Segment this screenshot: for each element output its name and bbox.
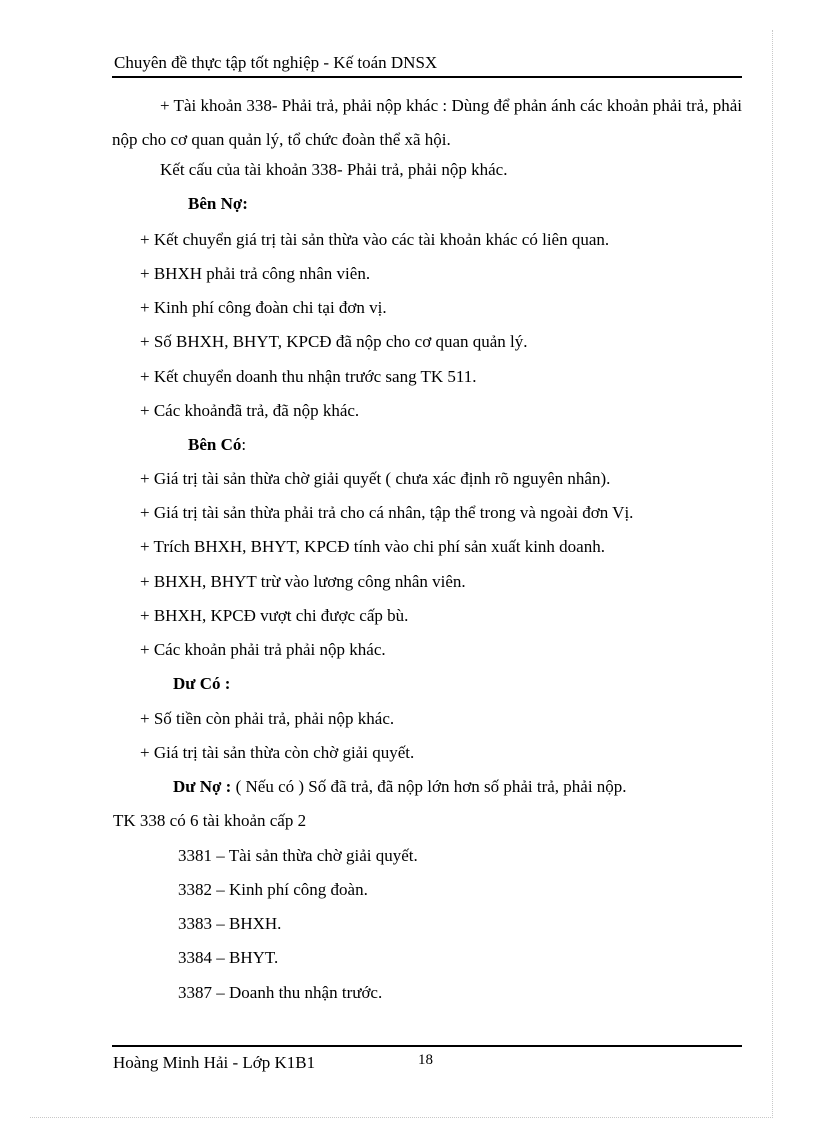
ben-no-item: + BHXH phải trả công nhân viên. — [140, 264, 371, 283]
sub-account-item: 3382 – Kinh phí công đoàn. — [178, 880, 368, 899]
ben-co-item: + BHXH, KPCĐ vượt chi được cấp bù. — [140, 606, 409, 625]
ben-no-item: + Các khoảnđã trả, đã nộp khác. — [140, 401, 360, 420]
paragraph-account-338: + Tài khoản 338- Phải trả, phải nộp khác : Dùng để phản ánh các khoản phải trả, phải nộp cho cơ quan quản lý, tổ chức đoàn thể xã hội. — [112, 96, 742, 149]
ben-co-item: + Giá trị tài sản thừa chờ giải quyết ( chưa xác định rõ nguyên nhân). — [140, 469, 611, 488]
ben-co-item: + Giá trị tài sản thừa phải trả cho cá nhân, tập thể trong và ngoài đơn Vị. — [140, 503, 634, 522]
ben-no-item: + Số BHXH, BHYT, KPCĐ đã nộp cho cơ quan quản lý. — [140, 332, 528, 351]
ben-no-item: + Kết chuyển doanh thu nhận trước sang TK 511. — [140, 367, 477, 386]
du-no-text: ( Nếu có ) Số đã trả, đã nộp lớn hơn số phải trả, phải nộp. — [231, 777, 627, 796]
ben-no-heading: Bên Nợ: — [188, 194, 248, 213]
du-no-heading: Dư Nợ : — [173, 777, 232, 796]
ben-co-item: + BHXH, BHYT trừ vào lương công nhân viên. — [140, 572, 466, 591]
page-edge-right — [772, 30, 774, 1118]
tk-intro: TK 338 có 6 tài khoản cấp 2 — [113, 811, 307, 830]
du-co-heading: Dư Có : — [173, 674, 231, 693]
ben-co-heading-label: Bên Có — [188, 435, 242, 454]
header-title: Chuyên đề thực tập tốt nghiệp - Kế toán DNSX — [114, 53, 438, 72]
du-co-item: + Giá trị tài sản thừa còn chờ giải quyết. — [140, 743, 415, 762]
ben-co-item: + Các khoản phải trả phải nộp khác. — [140, 640, 386, 659]
ben-no-item: + Kết chuyển giá trị tài sản thừa vào các tài khoản khác có liên quan. — [140, 230, 610, 249]
footer-author: Hoàng Minh Hải - Lớp K1B1 — [113, 1053, 316, 1072]
sub-account-item: 3384 – BHYT. — [178, 948, 279, 967]
page-number: 18 — [418, 1052, 433, 1068]
ben-no-item: + Kinh phí công đoàn chi tại đơn vị. — [140, 298, 387, 317]
sub-account-item: 3383 – BHXH. — [178, 914, 282, 933]
ben-co-heading — [188, 434, 246, 456]
footer-rule — [112, 1045, 742, 1047]
ben-co-item: + Trích BHXH, BHYT, KPCĐ tính vào chi phí sản xuất kinh doanh. — [140, 537, 605, 556]
du-no-line — [173, 776, 627, 798]
structure-intro: Kết cấu của tài khoản 338- Phải trả, phải nộp khác. — [160, 160, 508, 179]
page-header — [112, 52, 742, 78]
ben-co-heading-colon: : — [241, 435, 247, 454]
du-co-item: + Số tiền còn phải trả, phải nộp khác. — [140, 709, 395, 728]
page-edge-bottom — [30, 1117, 773, 1119]
sub-account-item: 3387 – Doanh thu nhận trước. — [178, 983, 383, 1002]
sub-account-item: 3381 – Tài sản thừa chờ giải quyết. — [178, 846, 418, 865]
